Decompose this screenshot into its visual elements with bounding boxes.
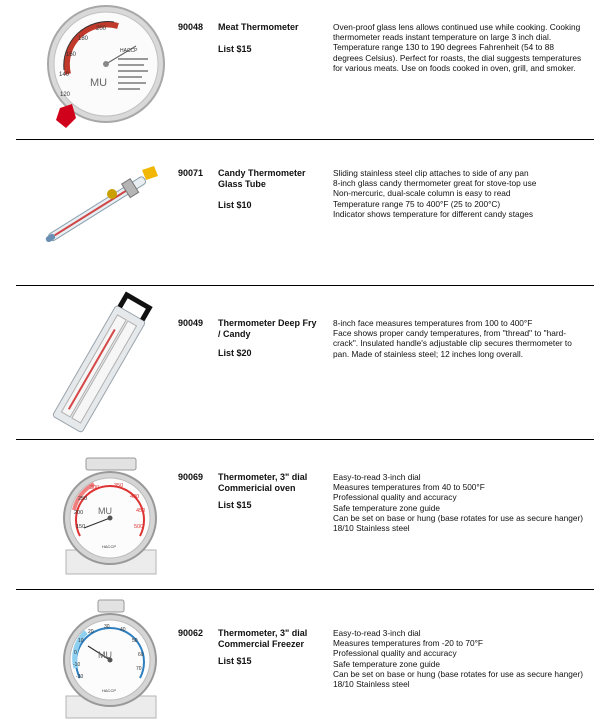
dial-scale-label: 10 xyxy=(78,638,84,644)
dial-scale-label: 400 xyxy=(130,494,140,500)
dial-scale-label: 160 xyxy=(66,52,77,58)
haccp-label: HACCP xyxy=(120,48,138,54)
meat-thermometer-image xyxy=(46,4,166,132)
deep-fry-thermometer-image xyxy=(38,288,168,436)
haccp-label: HACCP xyxy=(102,688,117,693)
product-name: Candy Thermometer Glass Tube xyxy=(218,168,306,189)
dial-scale-label: -10 xyxy=(73,662,81,668)
dial-scale-label: 500 xyxy=(134,524,144,530)
product-row xyxy=(0,0,612,140)
product-description: Easy-to-read 3-inch dial Measures temperatures from -20 to 70°F Professional quality and accuracy Safe temperature zone guide Can be set on base or hung (base rotates for use as secure hanger) 18/10 Stainless steel xyxy=(333,628,583,690)
dial-scale-label: 180 xyxy=(78,36,89,42)
product-name: Thermometer, 3" dial Commercial Freezer xyxy=(218,628,308,649)
product-name: Thermometer Deep Fry / Candy xyxy=(218,318,317,339)
product-row xyxy=(0,140,612,286)
dial-scale-label: 50 xyxy=(132,638,138,644)
product-price: List $15 xyxy=(218,44,252,54)
dial-scale-label: 20 xyxy=(88,629,94,635)
product-sku: 90069 xyxy=(178,472,204,482)
product-description: Sliding stainless steel clip attaches to side of any pan 8-inch glass candy thermometer great for stove-top use Non-mercuric, dual-scale column is easy to read Temperature range 75 to 400°F (25 to 200°C) Indicator shows temperature for different candy stages xyxy=(333,168,537,219)
dial-scale-label: 250 xyxy=(78,496,88,502)
haccp-label: HACCP xyxy=(102,544,117,549)
freezer-thermometer-image xyxy=(58,598,162,722)
dial-scale-label: 140 xyxy=(59,72,70,78)
dial-scale-label: 30 xyxy=(104,624,110,630)
oven-thermometer-image xyxy=(58,454,162,578)
product-name: Meat Thermometer xyxy=(218,22,299,32)
product-price: List $15 xyxy=(218,656,252,666)
product-name: Thermometer, 3" dial Commericial oven xyxy=(218,472,308,493)
dial-scale-label: -20 xyxy=(76,674,84,680)
product-price: List $20 xyxy=(218,348,252,358)
dial-scale-label: 70 xyxy=(136,666,142,672)
dial-scale-label: 60 xyxy=(138,652,144,658)
dial-scale-label: 40 xyxy=(120,627,126,633)
product-sku: 90048 xyxy=(178,22,204,32)
dial-scale-label: 200 xyxy=(74,510,84,516)
product-row xyxy=(0,286,612,440)
dial-scale-label: 450 xyxy=(136,508,146,514)
product-row xyxy=(0,440,612,590)
product-description: Easy-to-read 3-inch dial Measures temperatures from 40 to 500°F Professional quality and accuracy Safe temperature zone guide Can be set on base or hung (base rotates for use as secure hanger) 18/10 Stainless steel xyxy=(333,472,583,534)
product-description: Oven-proof glass lens allows continued use while cooking. Cooking thermometer reads instant temperature on large 3 inch dial. Temperature range 130 to 190 degrees Fahrenheit (54 to 88 degrees Celsius). Perfect for roasts, the dial suggests temperatures for various meats. Use on foods cooked in oven, grill, and smoker. xyxy=(333,22,582,73)
product-row xyxy=(0,590,612,726)
product-sku: 90049 xyxy=(178,318,204,328)
dial-scale-label: 200 xyxy=(96,26,107,32)
dial-scale-label: 120 xyxy=(60,92,71,98)
candy-thermometer-image xyxy=(34,160,164,260)
product-sku: 90071 xyxy=(178,168,204,178)
dial-scale-label: 300 xyxy=(90,485,100,491)
brand-logo: MU xyxy=(98,650,112,660)
product-price: List $15 xyxy=(218,500,252,510)
dial-scale-label: 150 xyxy=(76,524,86,530)
product-sku: 90062 xyxy=(178,628,204,638)
dial-scale-label: 350 xyxy=(114,483,124,489)
product-description: 8-inch face measures temperatures from 100 to 400°F Face shows proper candy temperatures, from "thread" to "hard-crack". Insulated handle's adjustable clip secures thermometer to pan. Made of stainless steel; 12 inches long overall. xyxy=(333,318,572,359)
dial-scale-label: 0 xyxy=(74,650,77,656)
product-price: List $10 xyxy=(218,200,252,210)
brand-logo: MU xyxy=(98,506,112,516)
brand-logo: MU xyxy=(90,77,108,89)
